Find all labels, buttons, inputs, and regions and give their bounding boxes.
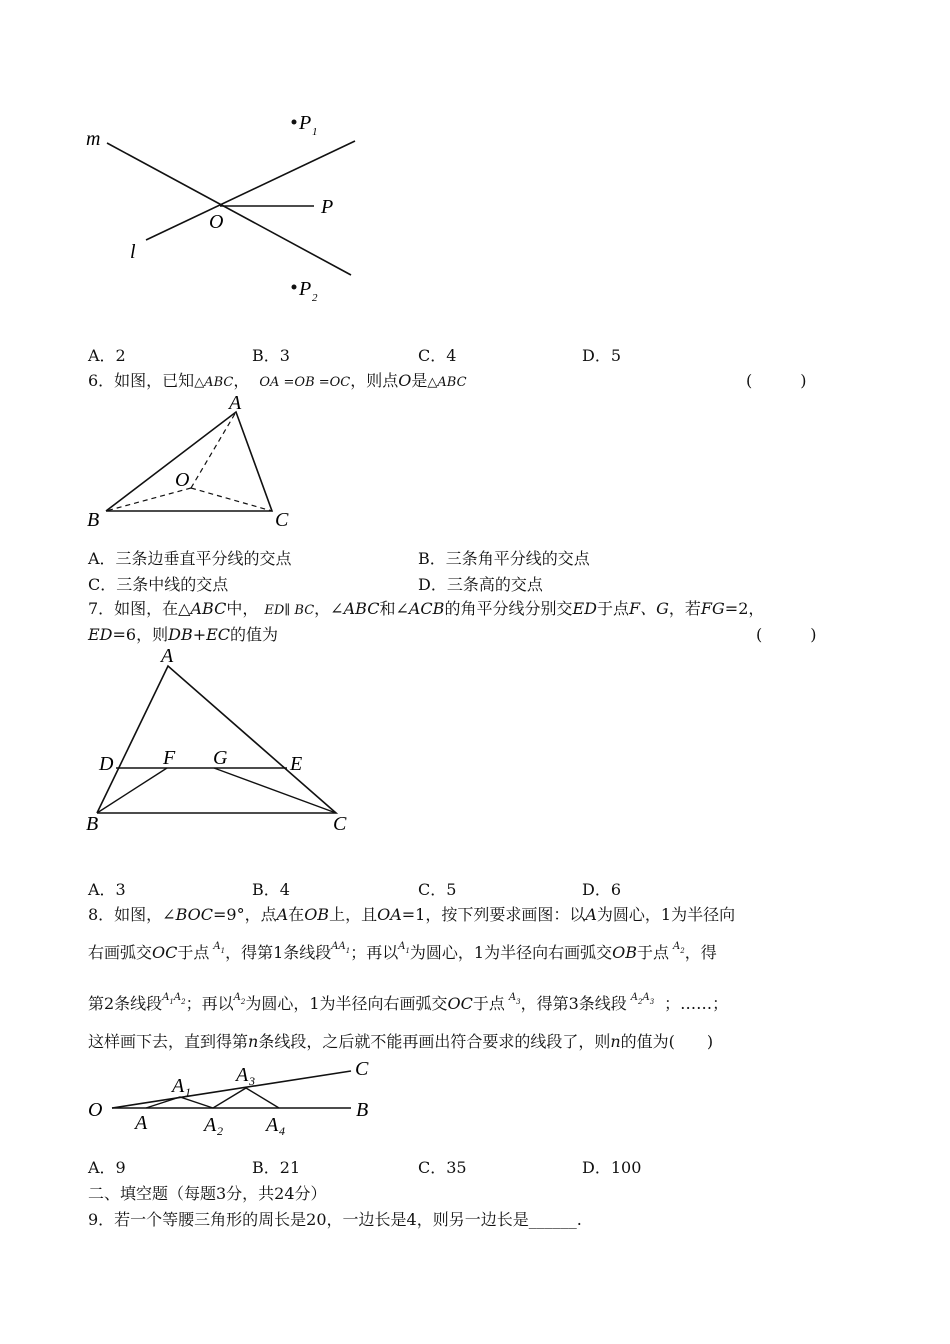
q5-option-b: B．3: [252, 346, 290, 365]
label-p: P: [321, 196, 334, 218]
label-o: O: [175, 469, 190, 491]
q7-option-b: B．4: [252, 880, 290, 899]
q5-option-c: C．4: [418, 346, 457, 365]
q8-figure: [0, 1055, 950, 1135]
label-d: D: [99, 753, 114, 775]
label-b: B: [86, 813, 99, 835]
q6-figure: [0, 385, 950, 535]
ray-oc: [112, 1071, 351, 1108]
label-p2: P: [299, 278, 312, 300]
q6-option-a: A．三条边垂直平分线的交点: [88, 549, 292, 568]
line-l: [146, 141, 355, 240]
section-heading-fill-in: 二、填空题（每题3分，共24分）: [88, 1184, 327, 1203]
label-c: C: [333, 813, 347, 835]
triangle-abc: [106, 412, 272, 511]
q6-stem: 6．如图，已知△ABC， OA =OB =OC，则点O是△ABC: [88, 371, 467, 390]
label-a: A: [135, 1112, 148, 1134]
q8-stem-line4: 这样画下去，直到得第n条线段，之后就不能再画出符合要求的线段了，则n的值为( ): [88, 1032, 714, 1051]
label-p2-sub: 2: [312, 292, 318, 304]
label-c: C: [275, 509, 289, 531]
q6-option-d: D．三条高的交点: [418, 575, 543, 594]
label-a1: A: [172, 1075, 185, 1097]
q6-option-c: C．三条中线的交点: [88, 575, 229, 594]
label-b: B: [356, 1099, 369, 1121]
segment-oa: [191, 412, 236, 488]
label-g: G: [213, 747, 228, 769]
line-m: [107, 143, 351, 275]
label-f: F: [163, 747, 176, 769]
segment-ob: [106, 488, 191, 511]
label-a3: A: [236, 1064, 249, 1086]
label-l: l: [130, 241, 136, 263]
q8-stem-line1: 8．如图，∠BOC=9°，点A在OB上，且OA=1，按下列要求画图：以A为圆心，1为半径向: [88, 905, 736, 924]
q6-option-b: B．三条角平分线的交点: [418, 549, 590, 568]
label-o: O: [88, 1099, 103, 1121]
q7-option-a: A．3: [88, 880, 126, 899]
label-a4: A: [266, 1114, 279, 1135]
label-a: A: [161, 645, 174, 667]
q8-option-d: D．100: [582, 1158, 642, 1177]
label-p1-sub: 1: [312, 126, 318, 138]
q5-option-d: D．5: [582, 346, 622, 365]
q5-option-a: A．2: [88, 346, 126, 365]
label-a3-sub: 3: [249, 1074, 255, 1088]
q7-stem-line1: 7．如图，在△ABC中， ED∥ BC，∠ABC和∠ACB的角平分线分别交ED于点F、G，若FG=2，: [88, 599, 765, 618]
q8-stem-line3: 第2条线段$^{A1A2}$；再以$^{A2}$为圆心，1为半径向右画弧交OC于点 $^{A3}$，得第3条线段 $^{A2A3}$ ；……；: [88, 992, 729, 1013]
point-p2: [292, 285, 297, 290]
label-a: A: [229, 392, 242, 414]
q8-option-b: B．21: [252, 1158, 301, 1177]
q7-stem-line2: ED=6，则DB+EC的值为: [88, 625, 279, 644]
q7-answer-paren: ( ): [756, 625, 817, 644]
point-p1: [292, 120, 297, 125]
label-m: m: [86, 128, 101, 150]
label-c: C: [355, 1058, 369, 1080]
q7-option-d: D．6: [582, 880, 622, 899]
q8-option-c: C．35: [418, 1158, 467, 1177]
label-a4-sub: 4: [279, 1124, 285, 1135]
q6-answer-paren: ( ): [746, 371, 807, 390]
q8-stem-line2: 右画弧交OC于点 $^{A1}$，得第1条线段$^{AA1}$；再以$^{A1}$为圆心，1为半径向右画弧交OB于点 $^{A2}$，得: [88, 941, 717, 962]
q5-figure: [0, 0, 950, 340]
label-p1: P: [299, 112, 312, 134]
label-a2: A: [204, 1114, 217, 1135]
zigzag-segments: [146, 1088, 279, 1108]
q8-option-a: A．9: [88, 1158, 126, 1177]
q9-stem: 9．若一个等腰三角形的周长是20，一边长是4，则另一边长是______.: [88, 1210, 582, 1229]
bisector-cg: [214, 768, 336, 813]
q7-option-c: C．5: [418, 880, 457, 899]
triangle-abc: [97, 666, 336, 813]
segment-oc: [191, 488, 272, 511]
label-o: O: [209, 211, 224, 233]
label-a1-sub: 1: [185, 1085, 191, 1099]
label-b: B: [87, 509, 100, 531]
label-e: E: [290, 753, 303, 775]
label-a2-sub: 2: [217, 1124, 223, 1135]
q7-figure: [0, 640, 950, 840]
